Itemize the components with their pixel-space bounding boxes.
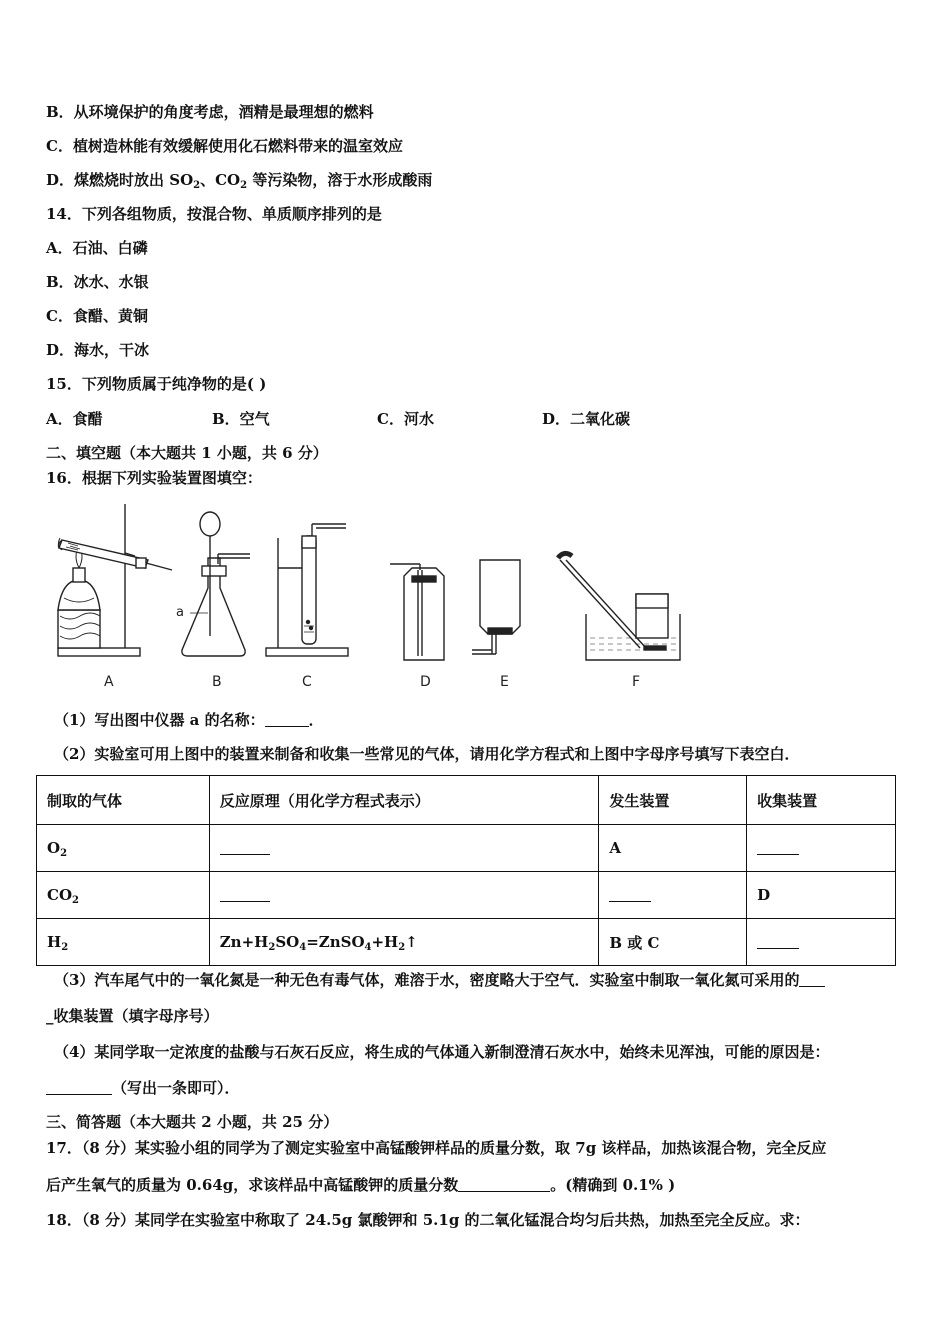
device-cell[interactable] <box>599 872 747 919</box>
q16-part2: （2）实验室可用上图中的装置来制备和收集一些常见的气体，请用化学方程式和上图中字母序号填写下表空白． <box>54 745 800 763</box>
q18-line1: 18．（8 分）某同学在实验室中称取了 24.5g 氯酸钾和 5.1g 的二氧化锰混合均匀后共热，加热至完全反应。求： <box>46 1211 810 1229</box>
q13-option-c: C．植树造林能有效缓解使用化石燃料带来的温室效应 <box>46 137 403 155</box>
apparatus-figure <box>40 498 700 693</box>
device-cell: B 或 C <box>599 919 747 966</box>
collect-cell[interactable] <box>747 825 896 872</box>
q13-option-d: D．煤燃烧时放出 $SO_2$、$CO_2$ 等污染物，溶于水形成酸雨 <box>46 171 433 191</box>
q16-part4-line2: （写出一条即可）． <box>46 1078 240 1098</box>
equation-cell[interactable] <box>209 872 599 919</box>
table-row <box>37 919 896 966</box>
q15-stem: 15．下列物质属于纯净物的是( ) <box>46 375 267 393</box>
equation-cell: $Zn+H_2SO_4=ZnSO_4+H_2↑$ <box>209 919 599 966</box>
label-c: C <box>302 674 312 690</box>
table-header-row <box>37 776 896 825</box>
q14-option-a: A．石油、白磷 <box>46 239 148 257</box>
table-header: 反应原理（用化学方程式表示） <box>209 776 599 825</box>
q16-stem: 16．根据下列实验装置图填空： <box>46 469 262 487</box>
equation-cell[interactable] <box>209 825 599 872</box>
label-instrument-a: a <box>176 605 184 620</box>
gas-cell: $CO_2$ <box>37 872 210 919</box>
q15-option-c: C．河水 <box>377 410 434 428</box>
q15-option-a: A．食醋 <box>46 410 103 428</box>
q16-part4-line1: （4）某同学取一定浓度的盐酸与石灰石反应，将生成的气体通入新制澄清石灰水中，始终未见浑浊，可能的原因是： <box>54 1043 830 1061</box>
q14-stem: 14．下列各组物质，按混合物、单质顺序排列的是 <box>46 205 382 223</box>
table-row <box>37 872 896 919</box>
table-header: 制取的气体 <box>37 776 210 825</box>
section-2-heading: 二、填空题（本大题共 1 小题，共 6 分） <box>46 444 328 462</box>
apparatus-a <box>58 504 172 656</box>
q13-option-b: B．从环境保护的角度考虑，酒精是最理想的燃料 <box>46 103 374 121</box>
collect-cell: D <box>747 872 896 919</box>
table-header: 收集装置 <box>747 776 896 825</box>
answer-blank[interactable] <box>799 972 825 987</box>
device-cell: A <box>599 825 747 872</box>
q16-part3-line1: （3）汽车尾气中的一氧化氮是一种无色有毒气体，难溶于水，密度略大于空气．实验室中制取一氧化氮可采用的 <box>54 970 825 990</box>
gas-cell: $O_2$ <box>37 825 210 872</box>
label-d: D <box>420 674 431 690</box>
q15-option-b: B．空气 <box>212 410 270 428</box>
label-b: B <box>212 674 222 690</box>
q16-part1: （1）写出图中仪器 a 的名称： ． <box>54 711 324 729</box>
label-a: A <box>104 674 114 690</box>
q15-option-d: D．二氧化碳 <box>542 410 631 428</box>
apparatus-c <box>266 524 348 656</box>
answer-blank[interactable] <box>46 1080 112 1095</box>
q14-option-d: D．海水，干冰 <box>46 341 150 359</box>
gas-preparation-table <box>36 775 896 966</box>
apparatus-d <box>390 564 444 660</box>
answer-blank[interactable] <box>458 1177 550 1192</box>
q17-line1: 17．（8 分）某实验小组的同学为了测定实验室中高锰酸钾样品的质量分数，取 7g 该样品，加热该混合物，完全反应 <box>46 1139 827 1157</box>
table-row <box>37 825 896 872</box>
apparatus-f <box>558 553 680 660</box>
answer-blank[interactable] <box>265 712 309 727</box>
label-f: F <box>632 674 641 690</box>
collect-cell[interactable] <box>747 919 896 966</box>
apparatus-e <box>472 560 520 654</box>
label-e: E <box>500 674 509 690</box>
table-header: 发生装置 <box>599 776 747 825</box>
q14-option-c: C．食醋、黄铜 <box>46 307 148 325</box>
q14-option-b: B．冰水、水银 <box>46 273 149 291</box>
q17-line2: 后产生氧气的质量为 0.64g，求该样品中高锰酸钾的质量分数 。(精确到 0.1% ) <box>46 1176 676 1194</box>
apparatus-b <box>182 512 250 656</box>
gas-cell: $H_2$ <box>37 919 210 966</box>
q16-part3-line2: _收集装置（填字母序号） <box>46 1007 219 1025</box>
section-3-heading: 三、简答题（本大题共 2 小题，共 25 分） <box>46 1113 339 1131</box>
